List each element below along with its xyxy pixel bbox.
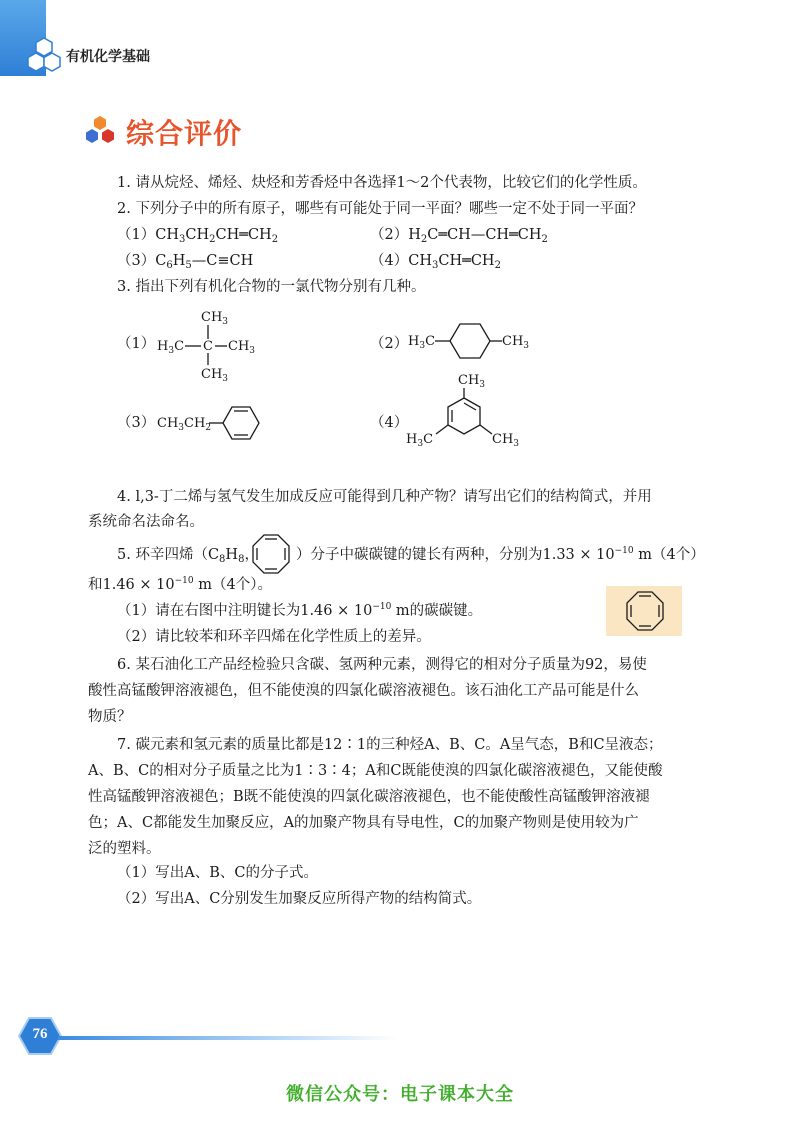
page-number: 76	[32, 1026, 48, 1042]
question-4-line-1: 4. l,3-丁二烯与氢气发生加成反应可能得到几种产物？请写出它们的结构简式，并用	[117, 489, 652, 505]
q2-option-4-formula: $CH_3CH═CH_2$	[408, 253, 501, 271]
question-7-line-1: 7. 碳元素和氢元素的质量比都是12∶1的三种烃A、B、C。A呈气态，B和C呈液态；	[117, 737, 663, 753]
question-5-line-1b: ）分子中碳碳键的键长有两种，分别为$1.33 \times 10^{-10}$ m（4个）	[296, 546, 705, 563]
q2-option-1	[117, 225, 278, 245]
q3-option-4-label: （4）	[370, 415, 409, 431]
cyclohexane-right-methyl: $CH_3$	[502, 334, 530, 351]
watermark-text: 微信公众号：电子课本大全	[286, 1084, 514, 1105]
mesitylene-right-methyl: $CH_3$	[492, 432, 520, 449]
q2-option-1-formula: $CH_3CH_2CH═CH_2$	[155, 227, 279, 245]
ethylbenzene-structure	[155, 398, 275, 446]
neopentane-right-methyl: $CH_3$	[228, 339, 256, 356]
hexagon-cluster-icon	[83, 115, 117, 145]
neopentane-center-carbon: C	[203, 339, 213, 354]
footer-divider	[58, 1036, 398, 1040]
dimethylcyclohexane-structure	[406, 318, 546, 368]
question-7-line-3: 性高锰酸钾溶液褪色；B既不能使溴的四氯化碳溶液褪色，也不能使酸性高锰酸钾溶液褪	[88, 789, 650, 805]
mesitylene-structure	[404, 368, 534, 454]
question-1: 1. 请从烷烃、烯烃、炔烃和芳香烃中各选择1～2个代表物，比较它们的化学性质。	[117, 175, 647, 191]
book-title: 有机化学基础	[66, 49, 150, 65]
cyclohexane-left-methyl: $H_3C$	[408, 334, 436, 351]
cyclooctatetraene-figure	[622, 588, 668, 634]
section-title: 综合评价	[126, 117, 243, 150]
neopentane-structure	[155, 305, 265, 385]
cyclooctatetraene-inline-icon	[248, 532, 294, 576]
mesitylene-left-methyl: $H_3C$	[406, 432, 434, 449]
q2-option-4-label: （4）	[370, 253, 409, 269]
question-5-line-2: 和$1.46 \times 10^{-10}$ m（4个）。	[88, 576, 272, 593]
question-6-line-1: 6. 某石油化工产品经检验只含碳、氢两种元素，测得它的相对分子质量为92，易使	[117, 657, 647, 673]
q2-option-1-label: （1）	[117, 227, 156, 243]
neopentane-bottom-methyl: $CH_3$	[201, 367, 229, 384]
q2-option-2-label: （2）	[370, 227, 409, 243]
question-4-line-2: 系统命名法命名。	[88, 514, 204, 530]
ethyl-group: $CH_3CH_2$	[157, 416, 212, 433]
question-6-line-3: 物质？	[88, 709, 132, 725]
question-5-sub-1: （1）请在右图中注明键长为$1.46 \times 10^{-10}$ m的碳碳键。	[117, 602, 483, 619]
hexagon-logo-icon	[22, 36, 66, 76]
q2-option-2	[370, 225, 548, 245]
q2-option-2-formula: $H_2C═CH—CH═CH_2$	[408, 227, 548, 245]
q2-option-3	[117, 251, 253, 271]
neopentane-top-methyl: $CH_3$	[201, 310, 229, 327]
q3-option-1-label: （1）	[117, 336, 156, 352]
question-2: 2. 下列分子中的所有原子，哪些有可能处于同一平面？哪些一定不处于同一平面？	[117, 201, 643, 217]
question-7-line-2: A、B、C的相对分子质量之比为1∶3∶4；A和C既能使溴的四氯化碳溶液褪色，又能使酸	[88, 763, 663, 779]
question-6-line-2: 酸性高锰酸钾溶液褪色，但不能使溴的四氯化碳溶液褪色。该石油化工产品可能是什么	[88, 683, 639, 699]
q3-option-3-label: （3）	[117, 415, 156, 431]
question-3: 3. 指出下列有机化合物的一氯代物分别有几种。	[117, 279, 426, 295]
q3-option-2-label: （2）	[370, 336, 409, 352]
question-7-line-5: 泛的塑料。	[88, 841, 161, 857]
q2-option-3-label: （3）	[117, 253, 156, 269]
question-5-line-1a: 5. 环辛四烯（$C_8H_8$，	[117, 547, 259, 565]
mesitylene-top-methyl: $CH_3$	[458, 373, 486, 390]
q2-option-4	[370, 251, 501, 271]
question-5-sub-2: （2）请比较苯和环辛四烯在化学性质上的差异。	[117, 629, 431, 645]
question-7-line-4: 色；A、C都能发生加聚反应，A的加聚产物具有导电性，C的加聚产物则是使用较为广	[88, 815, 639, 831]
q2-option-3-formula: $C_6H_5—C\equiv CH$	[155, 253, 254, 271]
question-7-sub-2: （2）写出A、C分别发生加聚反应所得产物的结构简式。	[117, 891, 482, 907]
neopentane-left-methyl: $H_3C$	[157, 339, 185, 356]
question-7-sub-1: （1）写出A、B、C的分子式。	[117, 865, 318, 881]
